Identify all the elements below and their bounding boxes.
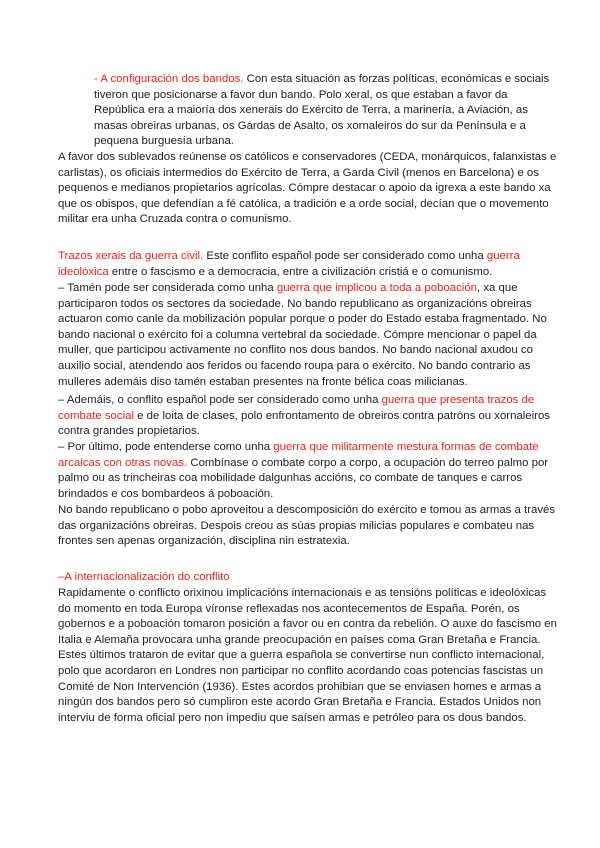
bandos-heading: - A configuración dos bandos. — [94, 73, 244, 85]
internacional-heading: –A internacionalización do conflito — [58, 571, 230, 583]
point-3-text-end: Combínase o combate corpo a corpo, a ocupación do terreo palmo por palmo ou as trincheiras coa mobilidade dalgunhas accións, co combate de tanques e carros brindados e cos bombardeos á poboación. — [58, 456, 549, 500]
point-1-text-end: , xa que participaron todos os sectores da sociedade. No bando republicano as organizacións obreiras actuaron como canle da mobilización popular porque o poder do Estado estaba fragmentado. No bando nacional o exército foi a columna vertebral da sociedade. Cómpre mencionar o papel da muller, que participou activamente no conflito nos dous bandos. No bando nacional axudou co auxilio social, atendendo aos feridos ou facendo roupa para o exército. No bando contrario as mulleres ademáis diso tamén estaban presentes na fronte bélica coas milicianas. — [58, 282, 547, 388]
point-2-highlight: guerra que presenta trazos de combate social — [58, 394, 535, 422]
trazos-intro-text: Este conflito español pode ser considerado como unha — [203, 250, 487, 262]
sublevados-paragraph: A favor dos sublevados reúnense os católicos e conservadores (CEDA, monárquicos, falanxistas e carlistas), os oficiais intermedios do Exército de Terra, a Garda Civil (menos en Barcelona) e os pequenos e medianos propietarios agrícolas. Cómpre destacar o apoio da igrexa a este bando xa que os obispos, que defendían a fé católica, a tradición e a orde social, decían que o movemento militar era unha Cruzada contra o comunismo. — [58, 151, 557, 226]
point-3-highlight: guerra que militarmente mestura formas de combate arcaicas con otras novas. — [58, 441, 539, 469]
point-2-text-end: e de loita de clases, polo enfrontamento de obreiros contra patróns ou xornaleiros contra grandes propietarios. — [58, 409, 550, 438]
trazos-intro-highlight: guerra ideolóxica — [58, 250, 520, 278]
trazos-point-3 — [58, 440, 558, 502]
point-1-text: – Tamén pode ser considerada como unha — [58, 282, 277, 294]
trazos-heading: Trazos xerais da guerra civil. — [58, 250, 204, 262]
trazos-point-1 — [58, 281, 558, 390]
point-2-text: – Ademáis, o conflito español pode ser considerado como unha — [58, 394, 382, 406]
point-1-highlight: guerra que implicou a toda a poboación — [276, 282, 477, 294]
bandos-paragraph — [94, 72, 554, 150]
point-3-text: – Por último, pode entenderse como unha — [58, 441, 274, 453]
trazos-point-4: No bando republicano o pobo aproveitou a descomposición do exército e tomou as armas a través das organizacións obreiras. Despois creou as súas propias milicias populares e combateu nas frontes sen apenas organización, disciplina nin estratexia. — [58, 504, 556, 548]
internacional-paragraph: Rapidamente o conflicto orixinou implicacións internacionais e as tensións políticas e ideolóxicas do momento en toda Europa víronse reflexadas nos acontecementos de España. Porén, os gobernos e a poboación tomaron posición a favor ou en contra da rebelión. O auxe do fascismo en Italia e Alemaña provocara unha grande preocupación en países coma Gran Bretaña e Francia. Estes últimos trataron de evitar que a guerra española se convertirse nun conflicto internacional, polo que acordaron en Londres non participar no conflito acordando coas potencias fascistas un Comité de Non Intervención (1936). Estes acordos prohibian que se enviasen homes e armas a ningún dos bandos pero só cumpliron este acordo Gran Bretaña e Francia. Estados Unidos non interviu de forma oficial pero non impediu que saísen armas e petróleo para os dous bandos. — [58, 587, 557, 724]
trazos-point-2 — [58, 393, 558, 440]
trazos-intro-text-end: entre o fascismo e a democracia, entre a civilización cristiá e o comunismo. — [108, 265, 493, 278]
trazos-intro-paragraph — [58, 249, 558, 280]
bandos-text: Con esta situación as forzas políticas, económicas e sociais tiveron que posicionarse a favor dun bando. Polo xeral, os que estaban a favor da República era a maioría dos xenerais do Exército de Terra, a marinería, a Aviación, as masas obreiras urbanas, os Gardas de Asalto, os xornaleiros do sur da Península e a pequena burguesía urbana. — [94, 73, 550, 148]
